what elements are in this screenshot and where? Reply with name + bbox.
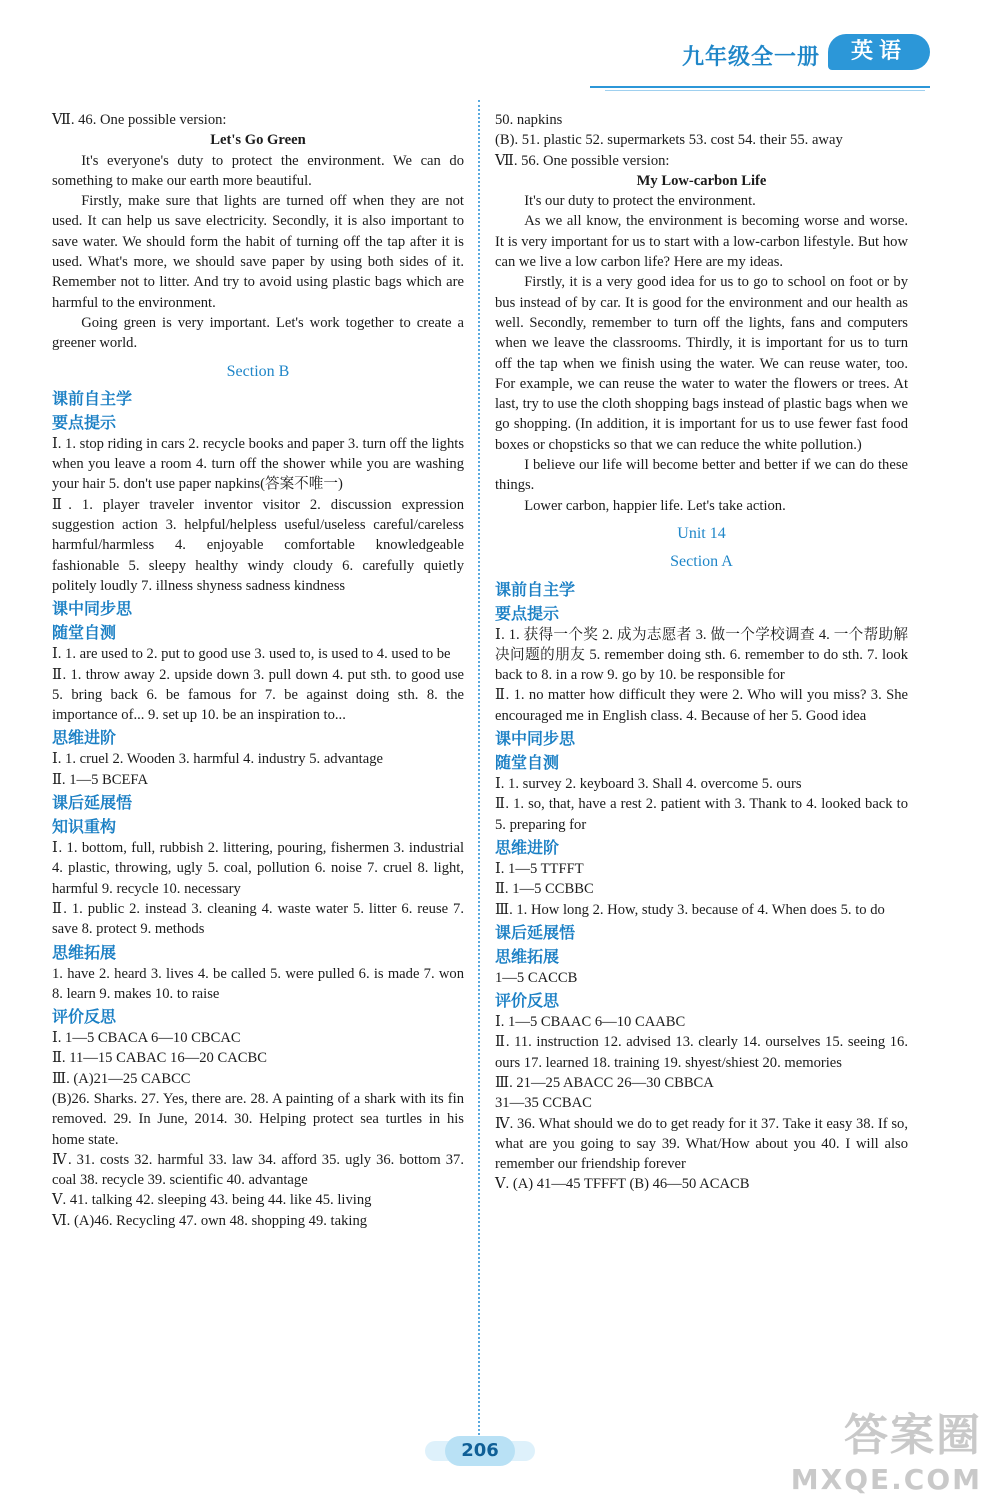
category-heading: 随堂自测 [495, 753, 560, 773]
category-heading: 课前自主学 [495, 579, 576, 599]
essay2-paragraph: It's our duty to protect the environment. [524, 193, 756, 210]
category-heading: 要点提示 [495, 603, 560, 623]
watermark-logo-text: 答案圈 [844, 1410, 982, 1461]
subject-badge: 英语 [828, 34, 930, 70]
answer-line: Ⅰ. 1—5 TTFFT [495, 860, 584, 877]
answer-line: Ⅱ. 11—15 CABAC 16—20 CACBC [52, 1050, 267, 1067]
left-column [52, 110, 464, 1231]
answer-line: 31—35 CCBAC [495, 1095, 592, 1112]
answer-line: Ⅰ. 1. are used to 2. put to good use 3. used to, is used to 4. used to be [52, 646, 451, 663]
section-a-heading: Section A [670, 553, 733, 571]
page-header [570, 30, 930, 86]
category-heading: 要点提示 [52, 412, 117, 432]
category-heading: 随堂自测 [52, 623, 117, 643]
answer-line: Ⅳ. 36. What should we do to get ready for it 37. Take it easy 38. If so, what are you going to say 39. What/How about you 40. I will also remember our friendship forever [495, 1115, 908, 1173]
unit-heading: Unit 14 [677, 524, 726, 542]
essay1-paragraph: Firstly, make sure that lights are turned off when they are not used. It can help us save electricity. Secondly, it is also important to save water. We should form the habit of turning off the tap after it is used. What's more, we should save paper by using both sides of it. Remember not to litter. And try to avoid using plastic bags which are harmful to the environment. [52, 193, 464, 311]
essay2-title: My Low-carbon Life [636, 172, 767, 189]
essay1-paragraph: It's everyone's duty to protect the environment. We can do something to make our earth more beautiful. [52, 152, 464, 189]
answer-line: Ⅲ. (A)21—25 CABCC [52, 1070, 191, 1087]
grade-title: 九年级全一册 [681, 45, 820, 70]
answer-line: Ⅳ. 31. costs 32. harmful 33. law 34. afford 35. ugly 36. bottom 37. coal 38. recycle 39. scientific 40. advantage [52, 1151, 464, 1189]
answer-line: Ⅰ. 1—5 CBAAC 6—10 CAABC [495, 1014, 686, 1031]
essay2-paragraph: I believe our life will become better and better if we can do these things. [495, 457, 908, 494]
header-rule [590, 86, 930, 88]
column-divider [478, 100, 480, 1435]
answer-line: (B). 51. plastic 52. supermarkets 53. cost 54. their 55. away [495, 132, 843, 149]
answer-line: Ⅱ. 1—5 BCEFA [52, 771, 149, 788]
essay2-paragraph: Lower carbon, happier life. Let's take action. [524, 497, 786, 514]
essay1-title: Let's Go Green [210, 132, 306, 149]
answer-line: Ⅱ. 1. player traveler inventor visitor 2. discussion expression suggestion action 3. helpful/helpless useful/useless careful/careless harmful/harmless 4. enjoyable comfortable knowledgeable fashionable 5. sleepy healthy windy cloudy 6. carefully quietly politely loudly 7. illness shyness sadness kindness [52, 496, 464, 594]
answer-line: (B)26. Sharks. 27. Yes, there are. 28. A painting of a shark with its fin removed. 29. In June, 2014. 30. Helping protect sea turtles in his home state. [52, 1090, 464, 1148]
category-heading: 评价反思 [495, 991, 560, 1011]
answer-line: Ⅵ. (A)46. Recycling 47. own 48. shopping 49. taking [52, 1212, 368, 1229]
essay2-paragraph: As we all know, the environment is becoming worse and worse. It is very important for us to start with a low-carbon lifestyle. But how can we live a low carbon life? Here are my ideas. [495, 213, 908, 271]
answer-line: 50. napkins [495, 112, 563, 128]
category-heading: 课后延展悟 [52, 793, 133, 813]
category-heading: 课中同步思 [52, 599, 133, 619]
essay2-paragraph: Firstly, it is a very good idea for us to go to school on foot or by bus instead of by car. It is good for the environment and our health as well. Secondly, remember to turn off the lights, fans and computers when we leave the classrooms. Thirdly, it is important for us to turn off the tap when we finish using the water. We can reuse water, too. For example, we can reuse the water to water the flowers or trees. At last, try to use the cloth shopping bags instead of plastic bags when we go shopping. (In addition, it is important for us to use fewer fast food boxes or chopsticks so that we can reduce the white pollution.) [495, 274, 908, 453]
category-heading: 知识重构 [52, 817, 117, 837]
answer-line: Ⅱ. 1. public 2. instead 3. cleaning 4. waste water 5. litter 6. reuse 7. save 8. protect 9. methods [52, 900, 464, 938]
answer-line: Ⅰ. 1—5 CBACA 6—10 CBCAC [52, 1030, 241, 1047]
answer-line: Ⅴ. (A) 41—45 TFFFT (B) 46—50 ACACB [495, 1176, 750, 1193]
header-rule-thin [605, 90, 925, 91]
answer-line: Ⅱ. 1. throw away 2. upside down 3. pull down 4. put sth. to good use 5. bring back 6. be famous for 7. be against doing sth. 8. the importance of... 9. set up 10. be an inspiration to... [52, 666, 464, 724]
watermark-url: MXQE.COM [790, 1463, 982, 1496]
q56-intro: Ⅶ. 56. One possible version: [495, 152, 670, 169]
answer-line: Ⅰ. 1. stop riding in cars 2. recycle books and paper 3. turn off the lights when you leave a room 4. turn off the shower while you are washing your hair 5. don't use paper napkins(答案不唯一) [52, 435, 465, 493]
essay1-paragraph: Going green is very important. Let's work together to create a greener world. [52, 314, 464, 352]
answer-line: Ⅰ. 1. bottom, full, rubbish 2. littering, pouring, fishermen 3. industrial 4. plastic, throwing, ugly 5. coal, pollution 6. noise 7. cruel 8. light, harmful 9. recycle 10. necessary [52, 840, 464, 897]
category-heading: 思维进阶 [495, 837, 560, 857]
section-b-heading: Section B [226, 362, 290, 380]
answer-line: 1—5 CACCB [495, 969, 578, 986]
right-column [495, 110, 908, 1195]
answer-line: Ⅱ. 1. no matter how difficult they were 2. Who will you miss? 3. She encouraged me in English class. 4. Because of her 5. Good idea [495, 687, 908, 724]
category-heading: 思维拓展 [52, 942, 117, 962]
answer-line: Ⅱ. 1—5 CCBBC [495, 881, 594, 898]
q46-intro: Ⅶ. 46. One possible version: [52, 112, 227, 128]
watermark [791, 1399, 982, 1496]
answer-line: 1. have 2. heard 3. lives 4. be called 5. were pulled 6. is made 7. won 8. learn 9. makes 10. to raise [52, 965, 464, 1002]
category-heading: 思维拓展 [495, 946, 560, 966]
answer-line: Ⅲ. 1. How long 2. How, study 3. because of 4. When does 5. to do [495, 901, 885, 918]
answer-line: Ⅰ. 1. survey 2. keyboard 3. Shall 4. overcome 5. ours [495, 776, 802, 793]
category-heading: 思维进阶 [52, 728, 117, 748]
answer-line: Ⅱ. 1. so, that, have a rest 2. patient with 3. Thank to 4. looked back to 5. preparing for [495, 796, 908, 833]
category-heading: 课中同步思 [495, 729, 576, 749]
answer-line: Ⅱ. 11. instruction 12. advised 13. clearly 14. ourselves 15. seeing 16. ours 17. learned 18. training 19. shyest/shiest 20. memories [495, 1034, 908, 1071]
answer-line: Ⅰ. 1. cruel 2. Wooden 3. harmful 4. industry 5. advantage [52, 751, 383, 768]
page-number: 206 [445, 1436, 515, 1466]
answer-line: Ⅲ. 21—25 ABACC 26—30 CBBCA [495, 1074, 714, 1091]
category-heading: 课前自主学 [52, 388, 133, 408]
category-heading: 评价反思 [52, 1007, 117, 1027]
answer-line: Ⅰ. 1. 获得一个奖 2. 成为志愿者 3. 做一个学校调查 4. 一个帮助解决问题的朋友 5. remember doing sth. 6. remember to do sth. 7. look back to 8. in a row 9. go by 10. be responsible for [495, 626, 908, 684]
answer-line: Ⅴ. 41. talking 42. sleeping 43. being 44. like 45. living [52, 1192, 372, 1209]
category-heading: 课后延展悟 [495, 922, 576, 942]
